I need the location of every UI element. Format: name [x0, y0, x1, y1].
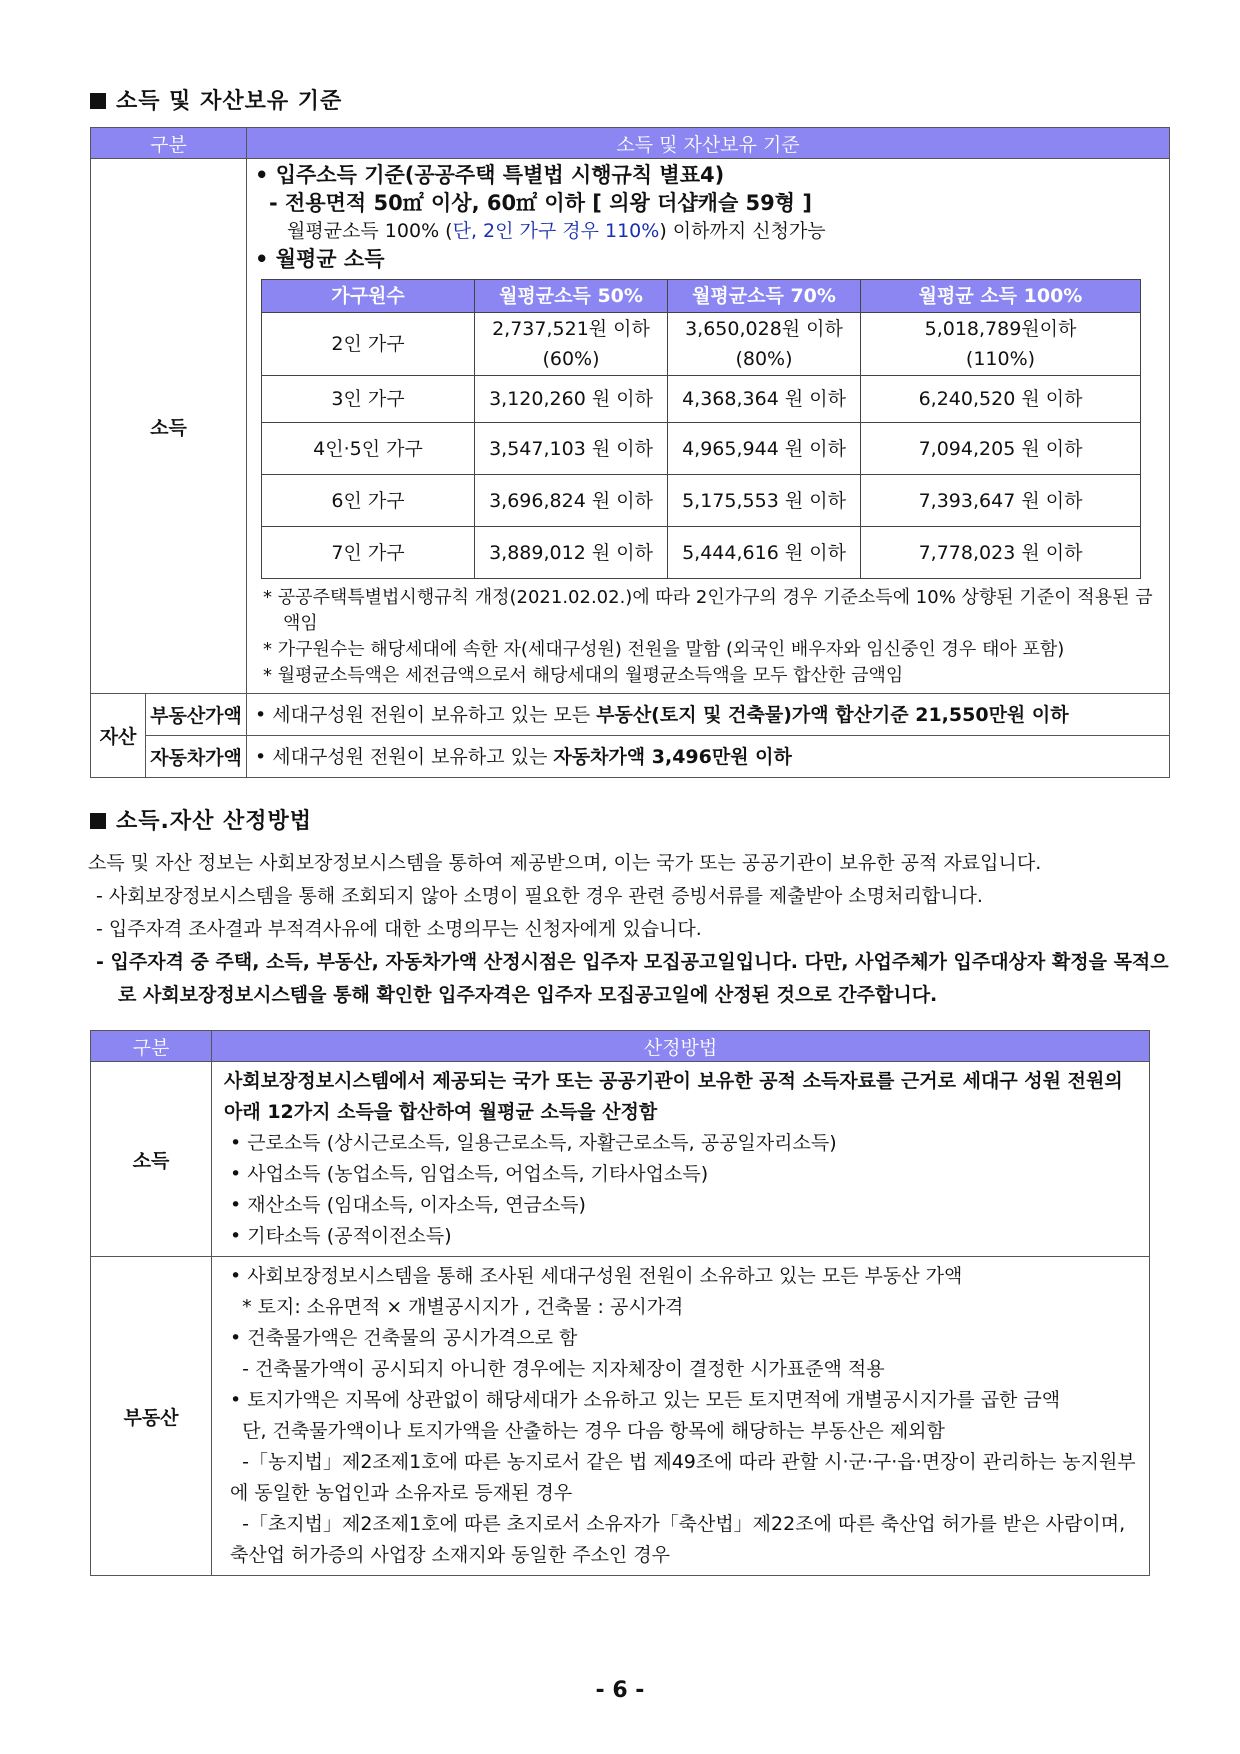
car-criteria: • 세대구성원 전원이 보유하고 있는 자동차가액 3,496만원 이하 — [247, 736, 1170, 778]
monthly-income-title: • 월평균 소득 — [255, 247, 385, 271]
col-70: 월평균소득 70% — [668, 280, 861, 313]
section-title-calculation: 소득.자산 산정방법 — [90, 804, 1170, 835]
income-asset-table — [90, 127, 1170, 778]
income-label: 소득 — [91, 159, 247, 694]
realestate-label: 부동산가액 — [146, 694, 247, 736]
income-intro: 사회보장정보시스템에서 제공되는 국가 또는 공공기관이 보유한 공적 소득자료를 근거로 세대구 성원 전원의 아래 12가지 소득을 합산하여 월평균 소득을 산정함 — [224, 1070, 1123, 1123]
square-bullet-icon — [90, 93, 106, 109]
asset-label: 자산 — [91, 694, 146, 778]
header-method: 산정방법 — [212, 1031, 1150, 1062]
income-standard-title: • 입주소득 기준(공공주택 특별법 시행규칙 별표4) — [255, 163, 725, 187]
page — [90, 70, 1170, 1576]
page-number: - 6 - — [595, 1678, 645, 1703]
square-bullet-icon — [90, 813, 106, 829]
col-50: 월평균소득 50% — [475, 280, 668, 313]
table-row: 2인 가구 2,737,521원 이하 (60%) 3,650,028원 이하 (80%) 5,018,789원이하 (110%) — [262, 313, 1141, 376]
col-100: 월평균 소득 100% — [861, 280, 1141, 313]
col-household: 가구원수 — [262, 280, 475, 313]
calculation-method-table — [90, 1030, 1150, 1576]
table-row: 3인 가구 3,120,260 원 이하 4,368,364 원 이하 6,240,520 원 이하 — [262, 376, 1141, 423]
car-label: 자동차가액 — [146, 736, 247, 778]
section-title-income-asset: 소득 및 자산보유 기준 — [90, 84, 1170, 115]
calculation-paragraphs: 소득 및 자산 정보는 사회보장정보시스템을 통하여 제공받으며, 이는 국가 또는 공공기관이 보유한 공적 자료입니다. - 사회보장정보시스템을 통해 조회되지 않아 소명이 필요한 경우 관련 증빙서류를 제출받아 소명처리합니다. - 입주자격 조사결과 부적격사유에 대한 소명의무는 신청자에게 있습니다. - 입주자격 중 주택, 소득, 부동산, 자동차가액 산정시점은 입주자 모집공고일입니다. 다만, 사업주체가 입주대상자 확정을 목적으로 사회보장정보시스템을 통해 확인한 입주자격은 입주자 모집공고일에 산정된 것으로 간주합니다. — [88, 852, 1169, 1006]
header-category: 구분 — [91, 128, 247, 159]
income-limit-text: 월평균소득 100% (단, 2인 가구 경우 110%) 이하까지 신청가능 — [287, 220, 826, 242]
realestate-criteria: • 세대구성원 전원이 보유하고 있는 모든 부동산(토지 및 건축물)가액 합산기준 21,550만원 이하 — [247, 694, 1170, 736]
area-spec: - 전용면적 50㎡ 이상, 60㎡ 이하 [ 의왕 더샵캐슬 59형 ] — [269, 191, 812, 215]
monthly-income-table — [261, 279, 1141, 579]
income-notes: * 공공주택특별법시행규칙 개정(2021.02.02.)에 따라 2인가구의 경우 기준소득에 10% 상향된 기준이 적용된 금액임 * 가구원수는 해당세대에 속한 자(세대구성원) 전원을 말함 (외국인 배우자와 임신중인 경우 태아 포함) * 월평균소득액은 세전금액으로서 해당세대의 월평균소득액을 모두 합산한 금액임 — [263, 587, 1153, 686]
table-row: 6인 가구 3,696,824 원 이하 5,175,553 원 이하 7,393,647 원 이하 — [262, 475, 1141, 527]
table-row: 7인 가구 3,889,012 원 이하 5,444,616 원 이하 7,778,023 원 이하 — [262, 527, 1141, 579]
realestate-method: • 사회보장정보시스템을 통해 조사된 세대구성원 전원이 소유하고 있는 모든 부동산 가액 * 토지: 소유면적 × 개별공시지가 , 건축물 : 공시가격 • 건축물가액은 건축물의 공시가격으로 함 - 건축물가액이 공시되지 아니한 경우에는 지자체장이 결정한 시가표준액 적용 • 토지가액은 지목에 상관없이 해당세대가 소유하고 있는 모든 토지면적에 개별공시지가를 곱한 금액 단, 건축물가액이나 토지가액을 산출하는 경우 다음 항목에 해당하는 부동산은 제외함 -「농지법」제2조제1호에 따른 농지로서 같은 법 제49조에 따라 관할 시·군·구·읍·면장이 관리하는 농지원부에 동일한 농업인과 소유자로 등재된 경우 -「초지법」제2조제1호에 따른 초지로서 소유자가「축산법」제22조에 따른 축산업 허가를 받은 사람이며, 축산업 허가증의 사업장 소재지와 동일한 주소인 경우 — [212, 1257, 1150, 1576]
income-items: • 근로소득 (상시근로소득, 일용근로소득, 자활근로소득, 공공일자리소득) • 사업소득 (농업소득, 임업소득, 어업소득, 기타사업소득) • 재산소득 (임대소득, 이자소득, 연금소득) • 기타소득 (공적이전소득) — [230, 1132, 837, 1247]
header-criteria: 소득 및 자산보유 기준 — [247, 128, 1170, 159]
realestate-label: 부동산 — [91, 1257, 212, 1576]
table-row: 4인·5인 가구 3,547,103 원 이하 4,965,944 원 이하 7,094,205 원 이하 — [262, 423, 1141, 475]
income-label: 소득 — [91, 1062, 212, 1257]
header-category: 구분 — [91, 1031, 212, 1062]
